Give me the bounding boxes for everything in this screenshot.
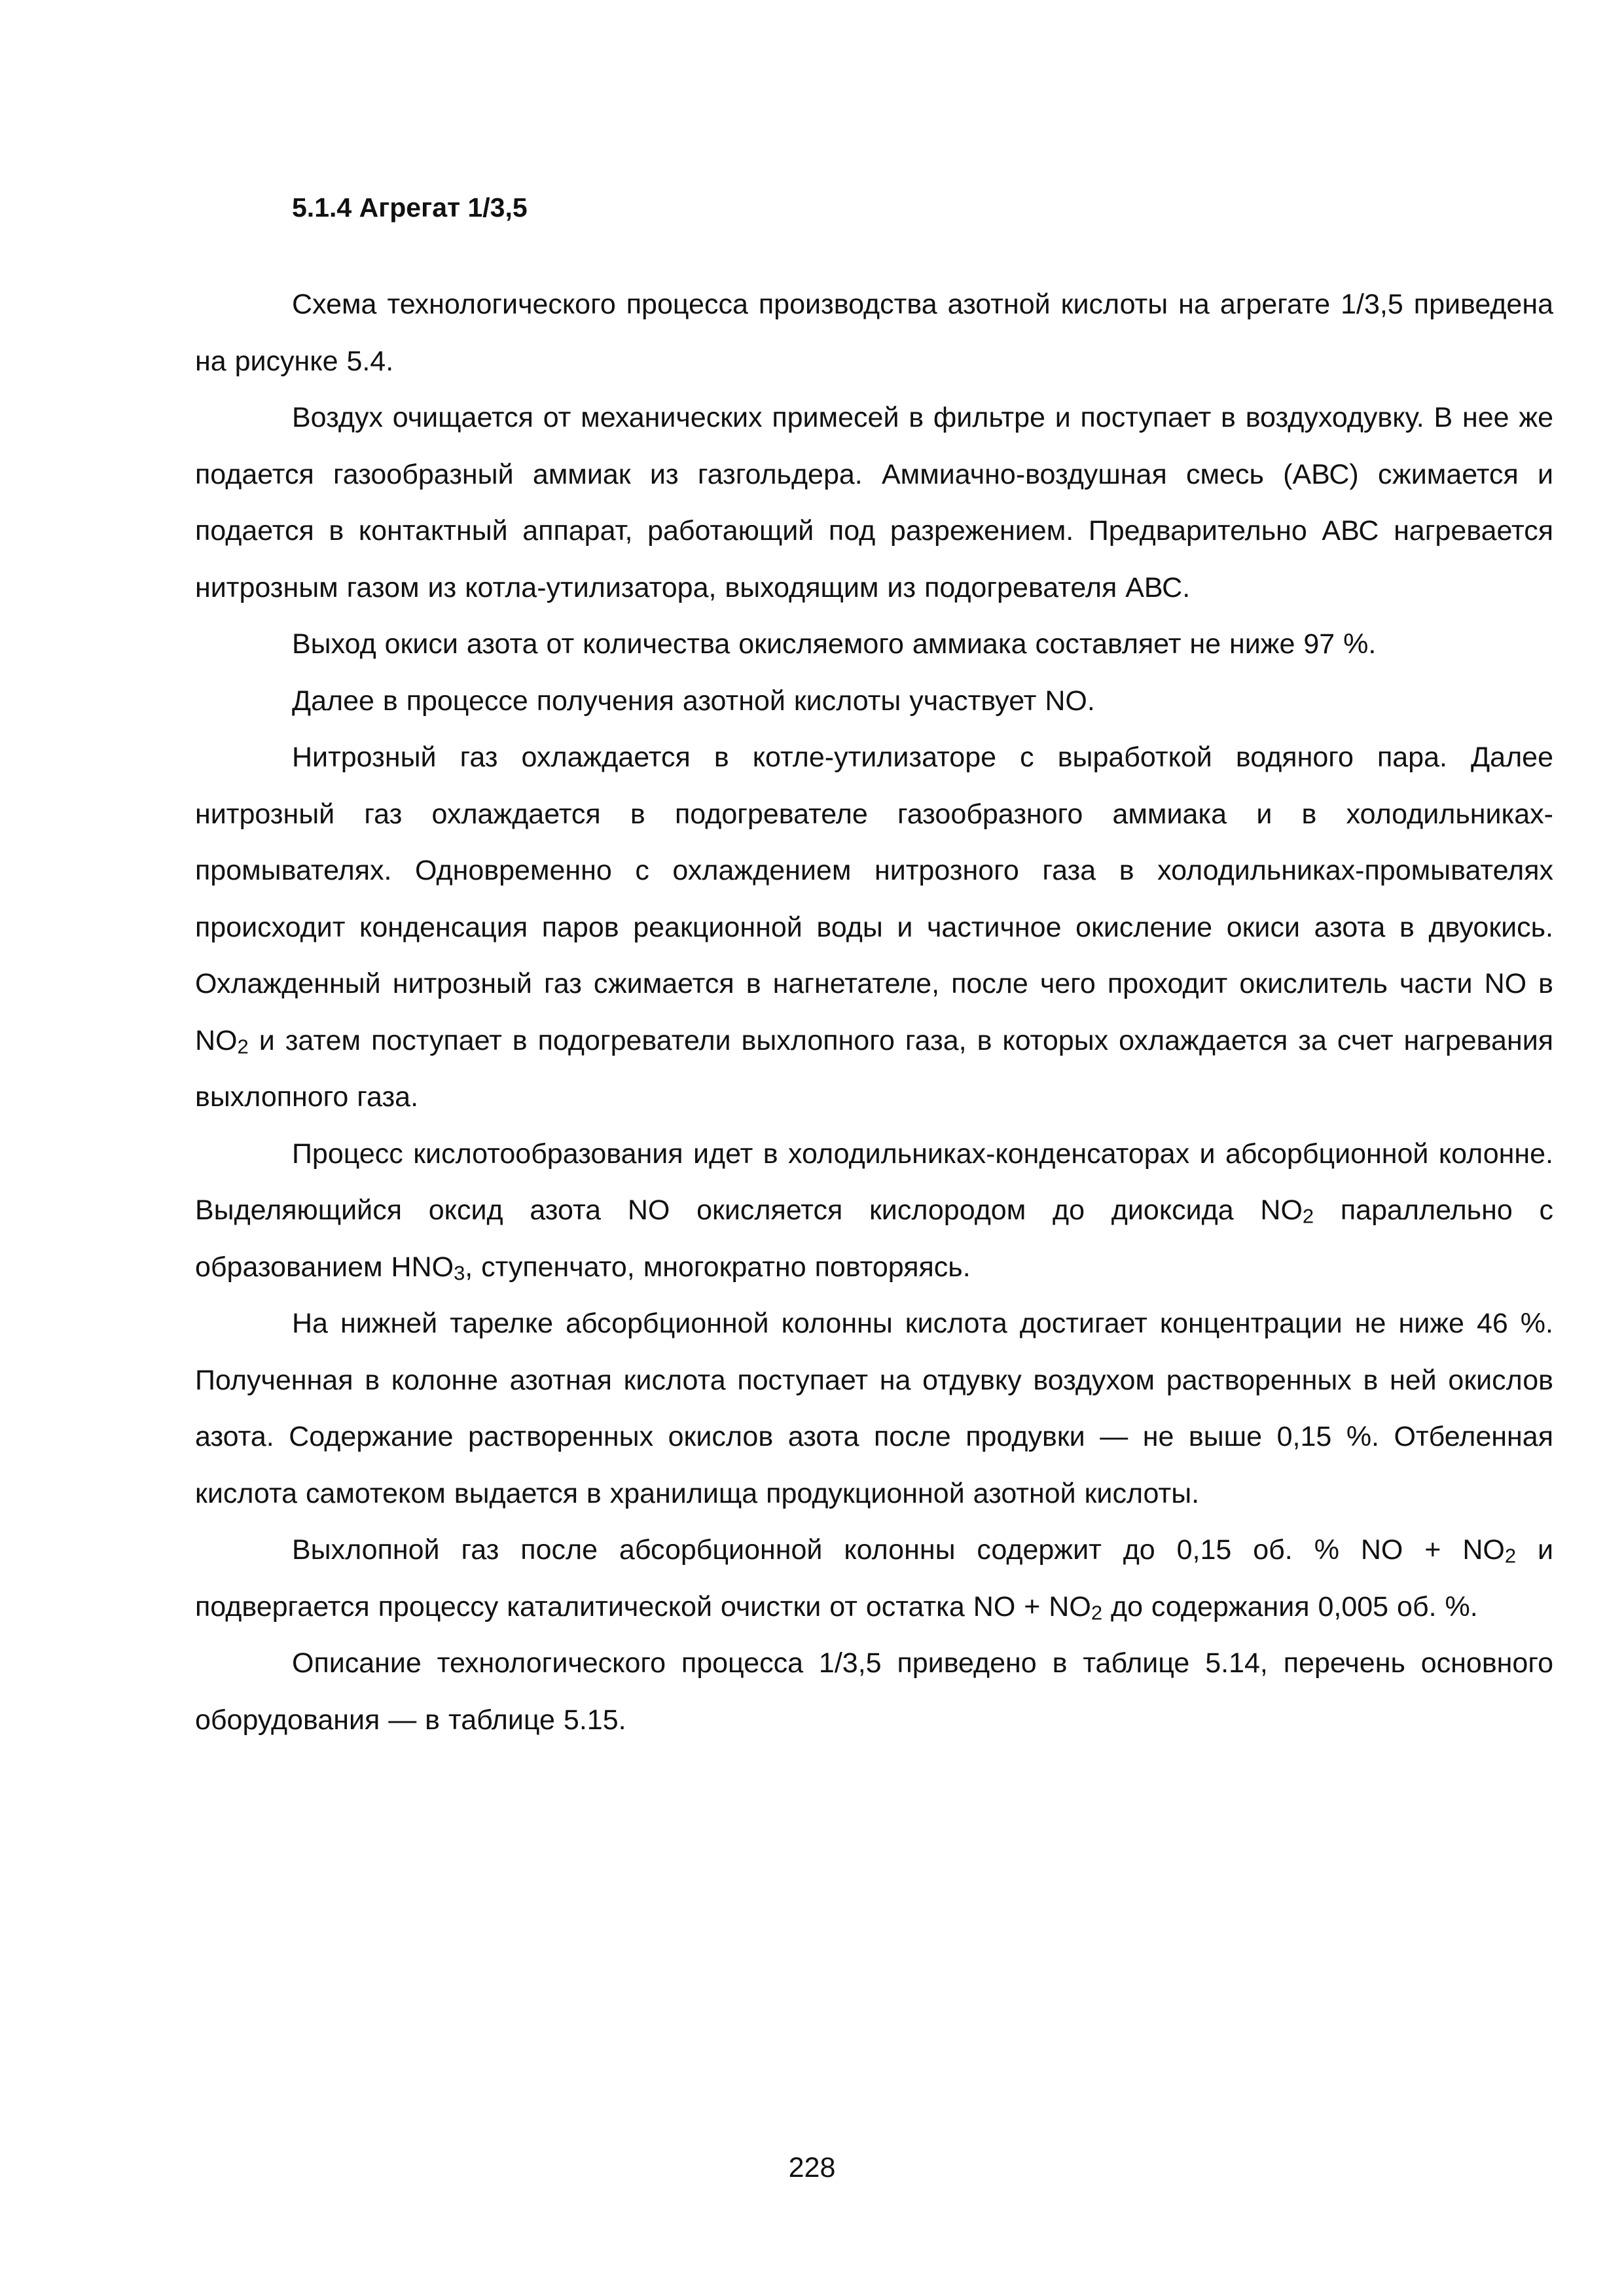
paragraph-text: Описание технологического процесса 1/3,5 приведено в таблице 5.14, перечень основного оборудования — в таблице 5.15.	[195, 1647, 1553, 1736]
paragraph	[195, 616, 1553, 673]
paragraph-text: , ступенчато, многократно повторяясь.	[465, 1251, 971, 1283]
paragraph	[195, 729, 1553, 1126]
paragraph	[195, 1635, 1553, 1748]
paragraph	[195, 1522, 1553, 1635]
section-heading: 5.1.4 Агрегат 1/3,5	[292, 192, 528, 223]
paragraph-text: На нижней тарелке абсорбционной колонны кислота достигает концентрации не ниже 46 %. Полученная в колонне азотная кислота поступает на отдувку воздухом растворенных в ней окислов азота. Содержание растворенных окислов азота после продувки — не выше 0,15 %. Отбеленная кислота самотеком выдается в хранилища продукционной азотной кислоты.	[195, 1308, 1553, 1509]
chemical-subscript: 2	[1504, 1544, 1517, 1568]
paragraph	[195, 1295, 1553, 1522]
paragraph-text: Схема технологического процесса производства азотной кислоты на агрегате 1/3,5 приведена на рисунке 5.4.	[195, 289, 1553, 377]
body-text	[195, 276, 1553, 1748]
paragraph-text: Процесс кислотообразования идет в холодильниках-конденсаторах и абсорбционной колонне. Выделяющийся оксид азота NO окисляется кислородом до диоксида NO	[195, 1138, 1553, 1226]
paragraph-text: и подвергается процессу каталитической очистки от остатка NO + NO	[195, 1534, 1553, 1623]
paragraph-text: параллельно с образованием HNO	[195, 1194, 1553, 1283]
paragraph	[195, 276, 1553, 389]
paragraph	[195, 389, 1553, 616]
paragraph-text: и затем поступает в подогреватели выхлопного газа, в которых охлаждается за счет нагревания выхлопного газа.	[195, 1024, 1553, 1113]
paragraph-text: Выход окиси азота от количества окисляемого аммиака составляет не ниже 97 %.	[292, 628, 1377, 660]
paragraph	[195, 1126, 1553, 1296]
chemical-subscript: 3	[454, 1261, 465, 1285]
chemical-subscript: 2	[1302, 1204, 1314, 1228]
paragraph-text: Воздух очищается от механических примесей в фильтре и поступает в воздуходувку. В нее же подается газообразный аммиак из газгольдера. Аммиачно-воздушная смесь (АВС) сжимается и подается в контактный аппарат, работающий под разрежением. Предварительно АВС нагревается нитрозным газом из котла-утилизатора, выходящим из подогревателя АВС.	[195, 402, 1553, 603]
chemical-subscript: 2	[237, 1035, 249, 1058]
paragraph-text: Нитрозный газ охлаждается в котле-утилизаторе с выработкой водяного пара. Далее нитрозный газ охлаждается в подогревателе газообразного аммиака и в холодильниках-промывателях. Одновременно с охлаждением нитрозного газа в холодильниках-промывателях происходит конденсация паров реакционной воды и частичное окисление окиси азота в двуокись. Охлажденный нитрозный газ сжимается в нагнетателе, после чего проходит окислитель части NO в NO	[195, 742, 1553, 1056]
page-content	[195, 185, 1553, 1748]
page-number: 228	[788, 2152, 836, 2183]
paragraph	[195, 673, 1553, 730]
paragraph-text: Выхлопной газ после абсорбционной колонны содержит до 0,15 об. % NO + NO	[292, 1534, 1505, 1566]
chemical-subscript: 2	[1091, 1601, 1103, 1624]
paragraph-text: Далее в процессе получения азотной кислоты участвует NO.	[292, 685, 1095, 717]
paragraph-text: до содержания 0,005 об. %.	[1102, 1590, 1478, 1623]
